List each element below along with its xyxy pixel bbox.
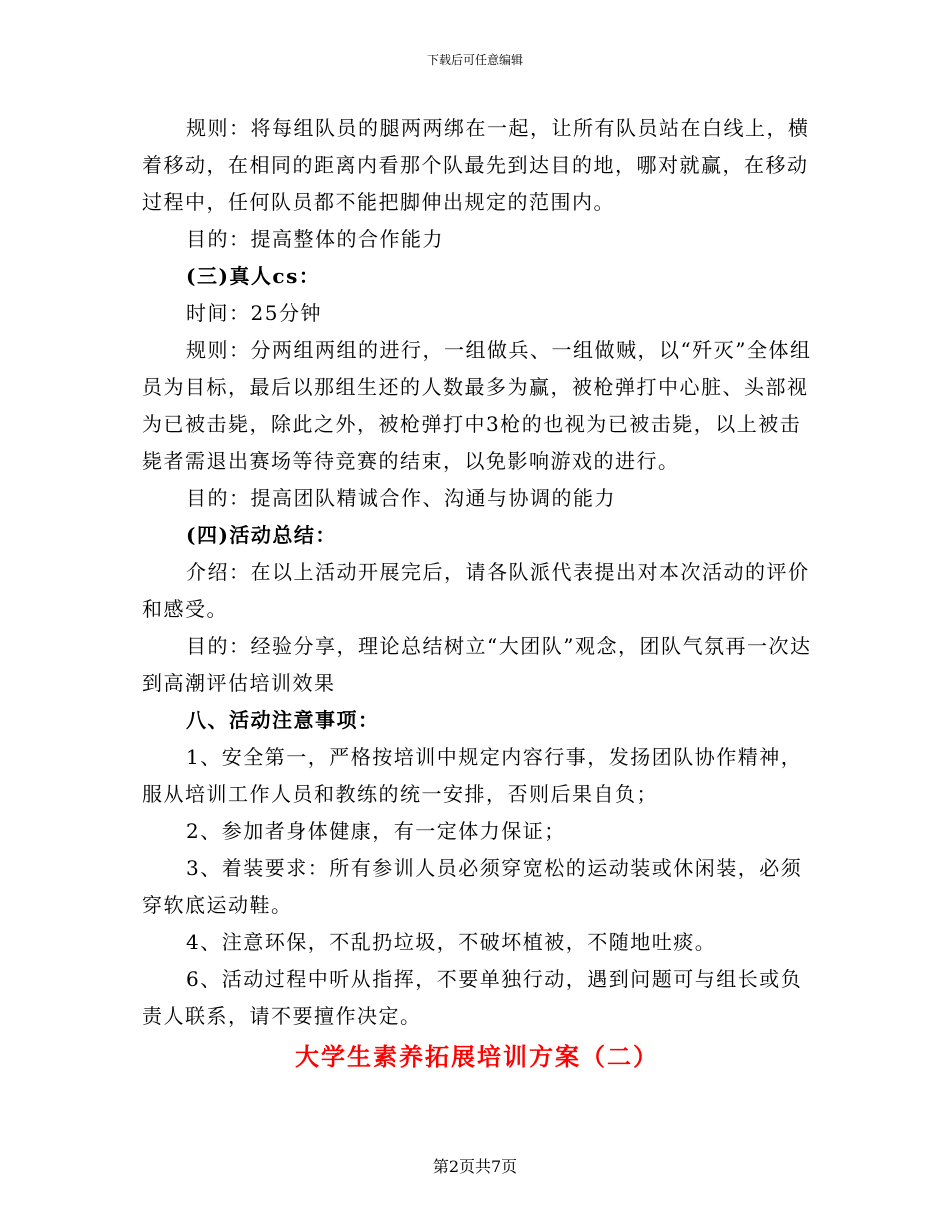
note-item-3: 3、着装要求：所有参训人员必须穿宽松的运动装或休闲装，必须穿软底运动鞋。 — [142, 856, 803, 917]
section-heading-3: (三)真人cs： — [186, 264, 321, 288]
note-item-2: 2、参加者身体健康，有一定体力保证； — [186, 819, 566, 843]
paragraph-8: 介绍：在以上活动开展完后，请各队派代表提出对本次活动的评价和感受。 — [142, 560, 810, 621]
page-header-note: 下载后可任意编辑 — [426, 53, 523, 67]
document-body — [142, 110, 812, 1077]
note-item-6: 6、活动过程中听从指挥，不要单独行动，遇到问题可与组长或负责人联系，请不要擅作决定。 — [142, 967, 803, 1028]
note-item-4: 4、注意环保，不乱扔垃圾，不破坏植被，不随地吐痰。 — [186, 930, 717, 954]
page-number: 第2页共7页 — [432, 1157, 518, 1176]
paragraph-9: 目的：经验分享，理论总结树立“大团队”观念，团队气氛再一次达到高潮评估培训效果 — [142, 634, 812, 695]
document-title: 大学生素养拓展培训方案（二） — [295, 1042, 659, 1071]
paragraph-1: 规则：将每组队员的腿两两绑在一起，让所有队员站在白线上，横着移动，在相同的距离内看那个队最先到达目的地，哪对就赢，在移动过程中，任何队员都不能把脚伸出规定的范围内。 — [142, 116, 810, 214]
paragraph-2: 目的：提高整体的合作能力 — [186, 227, 444, 251]
paragraph-5: 规则：分两组两组的进行，一组做兵、一组做贼，以“歼灭”全体组员为目标，最后以那组生还的人数最多为赢，被枪弹打中心脏、头部视为已被击毙，除此之外，被枪弹打中3枪的也视为已被击毙，以上被击毙者需退出赛场等待竞赛的结束，以免影响游戏的进行。 — [142, 338, 812, 473]
section-heading-4: (四)活动总结： — [186, 523, 337, 547]
section-heading-8: 八、活动注意事项： — [186, 708, 380, 732]
paragraph-6: 目的：提高团队精诚合作、沟通与协调的能力 — [186, 486, 616, 510]
note-item-1: 1、安全第一，严格按培训中规定内容行事，发扬团队协作精神，服从培训工作人员和教练的统一安排，否则后果自负； — [142, 745, 803, 806]
paragraph-4: 时间：25分钟 — [186, 301, 322, 325]
